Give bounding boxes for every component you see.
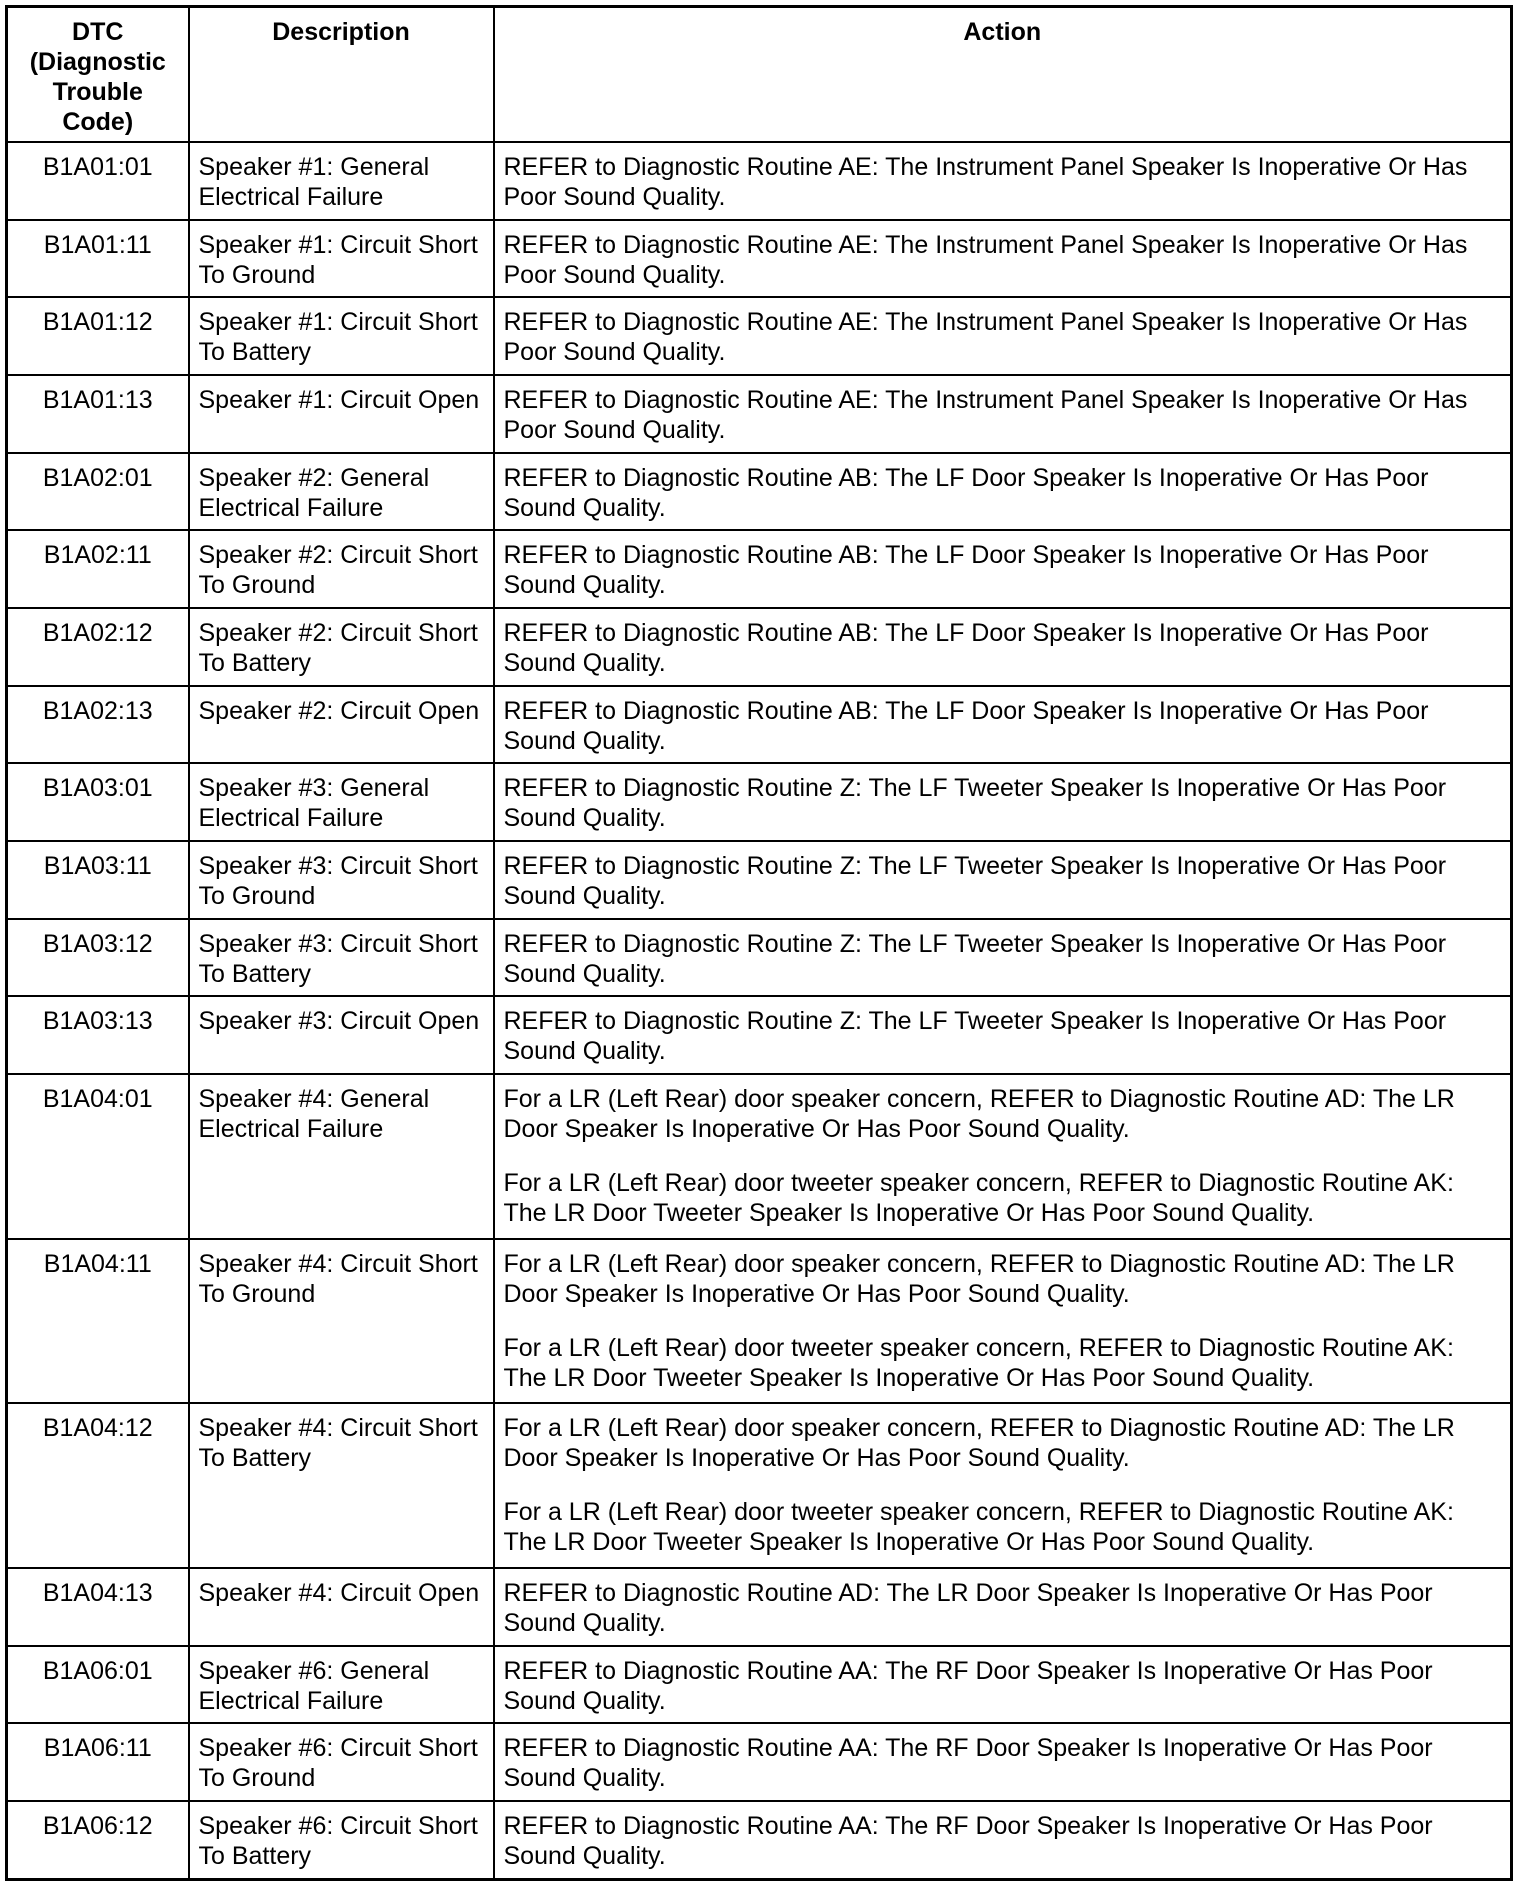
- action-cell: [494, 1074, 1512, 1239]
- table-row: [7, 686, 1512, 764]
- dtc-code-cell: B1A06:12: [7, 1801, 189, 1879]
- table-row: [7, 763, 1512, 841]
- dtc-code-cell: B1A04:11: [7, 1239, 189, 1404]
- action-paragraph: REFER to Diagnostic Routine AD: The LR Door Speaker Is Inoperative Or Has Poor Sound Quality.: [503, 1579, 1433, 1638]
- table-row: [7, 1723, 1512, 1801]
- action-cell: [494, 1801, 1512, 1879]
- action-paragraph: REFER to Diagnostic Routine AB: The LF Door Speaker Is Inoperative Or Has Poor Sound Quality.: [503, 619, 1429, 678]
- action-paragraph: REFER to Diagnostic Routine AA: The RF Door Speaker Is Inoperative Or Has Poor Sound Quality.: [503, 1656, 1433, 1715]
- dtc-code-cell: B1A01:01: [7, 142, 189, 220]
- action-cell: [494, 220, 1512, 298]
- description-cell: Speaker #4: General Electrical Failure: [189, 1074, 494, 1239]
- action-cell: [494, 996, 1512, 1074]
- dtc-code-cell: B1A02:12: [7, 608, 189, 686]
- action-cell: [494, 841, 1512, 919]
- description-cell: Speaker #2: Circuit Open: [189, 686, 494, 764]
- table-row: [7, 996, 1512, 1074]
- description-cell: Speaker #2: Circuit Short To Ground: [189, 530, 494, 608]
- action-cell: [494, 1646, 1512, 1724]
- table-row: [7, 608, 1512, 686]
- dtc-code-cell: B1A03:01: [7, 763, 189, 841]
- action-paragraph: REFER to Diagnostic Routine Z: The LF Tweeter Speaker Is Inoperative Or Has Poor Sound Quality.: [503, 1007, 1447, 1066]
- action-paragraph: REFER to Diagnostic Routine AB: The LF Door Speaker Is Inoperative Or Has Poor Sound Quality.: [503, 463, 1429, 522]
- action-cell: [494, 530, 1512, 608]
- action-paragraph: For a LR (Left Rear) door speaker concern, REFER to Diagnostic Routine AD: The LR Door Speaker Is Inoperative Or Has Poor Sound Quality.: [503, 1249, 1455, 1308]
- header-action: Action: [494, 7, 1512, 143]
- dtc-table: [5, 5, 1513, 1881]
- description-cell: Speaker #3: Circuit Short To Battery: [189, 919, 494, 997]
- action-paragraph: REFER to Diagnostic Routine AE: The Instrument Panel Speaker Is Inoperative Or Has Poor Sound Quality.: [503, 230, 1468, 289]
- action-cell: [494, 1403, 1512, 1568]
- dtc-code-cell: B1A03:12: [7, 919, 189, 997]
- table-row: [7, 1403, 1512, 1568]
- description-cell: Speaker #1: Circuit Short To Battery: [189, 297, 494, 375]
- action-cell: [494, 142, 1512, 220]
- action-paragraph: For a LR (Left Rear) door speaker concern, REFER to Diagnostic Routine AD: The LR Door Speaker Is Inoperative Or Has Poor Sound Quality.: [503, 1414, 1455, 1473]
- description-cell: Speaker #2: Circuit Short To Battery: [189, 608, 494, 686]
- table-row: [7, 1239, 1512, 1404]
- description-cell: Speaker #6: Circuit Short To Ground: [189, 1723, 494, 1801]
- dtc-code-cell: B1A02:13: [7, 686, 189, 764]
- dtc-code-cell: B1A03:13: [7, 996, 189, 1074]
- table-row: [7, 453, 1512, 531]
- action-paragraph: REFER to Diagnostic Routine AE: The Instrument Panel Speaker Is Inoperative Or Has Poor Sound Quality.: [503, 308, 1468, 367]
- table-row: [7, 919, 1512, 997]
- action-paragraph: REFER to Diagnostic Routine AE: The Instrument Panel Speaker Is Inoperative Or Has Poor Sound Quality.: [503, 153, 1468, 211]
- header-dtc: DTC (Diagnostic Trouble Code): [7, 7, 189, 143]
- table-row: [7, 375, 1512, 453]
- action-cell: [494, 919, 1512, 997]
- dtc-code-cell: B1A01:11: [7, 220, 189, 298]
- action-paragraph: For a LR (Left Rear) door speaker concern, REFER to Diagnostic Routine AD: The LR Door Speaker Is Inoperative Or Has Poor Sound Quality.: [503, 1085, 1455, 1144]
- table-row: [7, 1074, 1512, 1239]
- header-description: Description: [189, 7, 494, 143]
- dtc-code-cell: B1A06:01: [7, 1646, 189, 1724]
- action-paragraph: For a LR (Left Rear) door tweeter speaker concern, REFER to Diagnostic Routine AK: The LR Door Tweeter Speaker Is Inoperative Or Has Poor Sound Quality.: [503, 1333, 1454, 1392]
- dtc-code-cell: B1A04:13: [7, 1568, 189, 1646]
- action-cell: [494, 453, 1512, 531]
- table-row: [7, 142, 1512, 220]
- action-cell: [494, 608, 1512, 686]
- description-cell: Speaker #1: Circuit Short To Ground: [189, 220, 494, 298]
- table-row: [7, 841, 1512, 919]
- action-cell: [494, 1239, 1512, 1404]
- description-cell: Speaker #1: General Electrical Failure: [189, 142, 494, 220]
- action-paragraph: REFER to Diagnostic Routine AE: The Instrument Panel Speaker Is Inoperative Or Has Poor Sound Quality.: [503, 386, 1468, 445]
- dtc-code-cell: B1A03:11: [7, 841, 189, 919]
- action-cell: [494, 1568, 1512, 1646]
- action-paragraph: For a LR (Left Rear) door tweeter speaker concern, REFER to Diagnostic Routine AK: The LR Door Tweeter Speaker Is Inoperative Or Has Poor Sound Quality.: [503, 1498, 1454, 1557]
- action-paragraph: REFER to Diagnostic Routine AB: The LF Door Speaker Is Inoperative Or Has Poor Sound Quality.: [503, 541, 1429, 600]
- action-cell: [494, 297, 1512, 375]
- description-cell: Speaker #4: Circuit Short To Battery: [189, 1403, 494, 1568]
- dtc-code-cell: B1A06:11: [7, 1723, 189, 1801]
- action-cell: [494, 1723, 1512, 1801]
- dtc-code-cell: B1A01:13: [7, 375, 189, 453]
- description-cell: Speaker #6: Circuit Short To Battery: [189, 1801, 494, 1879]
- action-cell: [494, 763, 1512, 841]
- dtc-code-cell: B1A01:12: [7, 297, 189, 375]
- description-cell: Speaker #3: General Electrical Failure: [189, 763, 494, 841]
- action-paragraph: REFER to Diagnostic Routine Z: The LF Tweeter Speaker Is Inoperative Or Has Poor Sound Quality.: [503, 929, 1447, 988]
- action-cell: [494, 686, 1512, 764]
- description-cell: Speaker #4: Circuit Open: [189, 1568, 494, 1646]
- table-row: [7, 1568, 1512, 1646]
- table-row: [7, 1801, 1512, 1879]
- table-header: [7, 7, 1512, 143]
- action-paragraph: REFER to Diagnostic Routine AA: The RF Door Speaker Is Inoperative Or Has Poor Sound Quality.: [503, 1734, 1433, 1793]
- description-cell: Speaker #1: Circuit Open: [189, 375, 494, 453]
- action-paragraph: REFER to Diagnostic Routine Z: The LF Tweeter Speaker Is Inoperative Or Has Poor Sound Quality.: [503, 852, 1447, 911]
- action-paragraph: For a LR (Left Rear) door tweeter speaker concern, REFER to Diagnostic Routine AK: The LR Door Tweeter Speaker Is Inoperative Or Has Poor Sound Quality.: [503, 1169, 1454, 1228]
- table-row: [7, 220, 1512, 298]
- dtc-code-cell: B1A04:12: [7, 1403, 189, 1568]
- action-cell: [494, 375, 1512, 453]
- dtc-code-cell: B1A02:11: [7, 530, 189, 608]
- header-row: [7, 7, 1512, 143]
- table-row: [7, 1646, 1512, 1724]
- description-cell: Speaker #3: Circuit Open: [189, 996, 494, 1074]
- description-cell: Speaker #2: General Electrical Failure: [189, 453, 494, 531]
- description-cell: Speaker #3: Circuit Short To Ground: [189, 841, 494, 919]
- description-cell: Speaker #4: Circuit Short To Ground: [189, 1239, 494, 1404]
- table-row: [7, 297, 1512, 375]
- table-row: [7, 530, 1512, 608]
- dtc-code-cell: B1A04:01: [7, 1074, 189, 1239]
- table-body: [7, 142, 1512, 1880]
- action-paragraph: REFER to Diagnostic Routine AA: The RF Door Speaker Is Inoperative Or Has Poor Sound Quality.: [503, 1812, 1433, 1871]
- description-cell: Speaker #6: General Electrical Failure: [189, 1646, 494, 1724]
- action-paragraph: REFER to Diagnostic Routine Z: The LF Tweeter Speaker Is Inoperative Or Has Poor Sound Quality.: [503, 774, 1447, 833]
- dtc-code-cell: B1A02:01: [7, 453, 189, 531]
- action-paragraph: REFER to Diagnostic Routine AB: The LF Door Speaker Is Inoperative Or Has Poor Sound Quality.: [503, 696, 1429, 755]
